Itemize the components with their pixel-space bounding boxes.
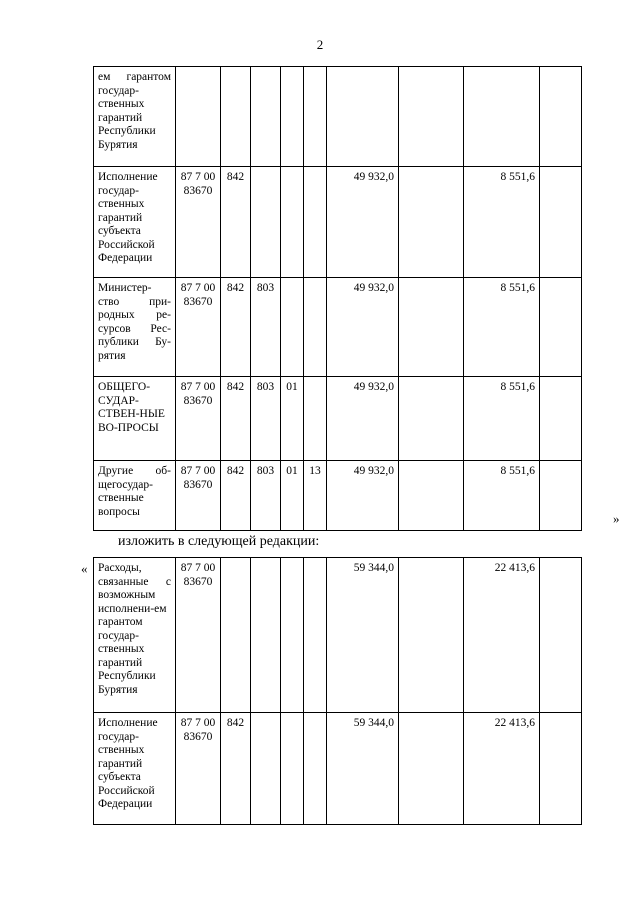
amount-3-cell xyxy=(464,67,540,167)
ministry-code-cell xyxy=(251,167,281,278)
amount-3-cell: 8 551,6 xyxy=(464,461,540,531)
amount-4-cell xyxy=(540,461,582,531)
subsection-code-cell xyxy=(304,67,327,167)
expense-type-cell: 842 xyxy=(221,167,251,278)
section-code-cell: 01 xyxy=(281,377,304,461)
amount-4-cell xyxy=(540,278,582,377)
expense-type-cell: 842 xyxy=(221,278,251,377)
amount-2-cell xyxy=(399,167,464,278)
ministry-code-cell: 803 xyxy=(251,278,281,377)
amount-3-cell: 8 551,6 xyxy=(464,377,540,461)
ministry-code-cell xyxy=(251,67,281,167)
amount-1-cell: 59 344,0 xyxy=(327,713,399,825)
table-row xyxy=(94,377,582,461)
row-name-cell: Расходы, связанные с возможным исполнени-ем гарантом государ-ственных гарантий Республики Бурятия xyxy=(94,558,176,713)
expense-type-cell: 842 xyxy=(221,461,251,531)
section-code-cell xyxy=(281,278,304,377)
ministry-code-cell: 803 xyxy=(251,377,281,461)
subsection-code-cell xyxy=(304,278,327,377)
row-name-cell: Другие об-щегосудар-ственные вопросы xyxy=(94,461,176,531)
target-code-cell: 87 7 00 83670 xyxy=(176,558,221,713)
amount-4-cell xyxy=(540,713,582,825)
closing-quote: » xyxy=(613,511,620,526)
ministry-code-cell xyxy=(251,558,281,713)
expense-type-cell xyxy=(221,558,251,713)
ministry-code-cell xyxy=(251,713,281,825)
subsection-code-cell: 13 xyxy=(304,461,327,531)
table-row xyxy=(94,278,582,377)
row-name-cell: ем гарантом государ-ственных гарантий Республики Бурятия xyxy=(94,67,176,167)
target-code-cell: 87 7 00 83670 xyxy=(176,167,221,278)
section-code-cell: 01 xyxy=(281,461,304,531)
page-number: 2 xyxy=(316,37,324,52)
amount-1-cell: 49 932,0 xyxy=(327,167,399,278)
opening-quote: « xyxy=(81,561,88,576)
section-code-cell xyxy=(281,67,304,167)
expense-type-cell xyxy=(221,67,251,167)
amount-2-cell xyxy=(399,67,464,167)
amount-4-cell xyxy=(540,377,582,461)
amount-2-cell xyxy=(399,278,464,377)
target-code-cell xyxy=(176,67,221,167)
target-code-cell: 87 7 00 83670 xyxy=(176,278,221,377)
target-code-cell: 87 7 00 83670 xyxy=(176,713,221,825)
amount-2-cell xyxy=(399,558,464,713)
target-code-cell: 87 7 00 83670 xyxy=(176,461,221,531)
amount-3-cell: 22 413,6 xyxy=(464,713,540,825)
row-name-cell: ОБЩЕГО-СУДАР-СТВЕН-НЫЕ ВО-ПРОСЫ xyxy=(94,377,176,461)
budget-table-before xyxy=(93,66,582,531)
amount-1-cell xyxy=(327,67,399,167)
section-code-cell xyxy=(281,558,304,713)
ministry-code-cell: 803 xyxy=(251,461,281,531)
subsection-code-cell xyxy=(304,377,327,461)
table-after-body xyxy=(94,558,582,825)
expense-type-cell: 842 xyxy=(221,713,251,825)
subsection-code-cell xyxy=(304,558,327,713)
amount-2-cell xyxy=(399,377,464,461)
instruction-text: изложить в следующей редакции: xyxy=(118,534,320,549)
amount-2-cell xyxy=(399,713,464,825)
table-row xyxy=(94,67,582,167)
section-code-cell xyxy=(281,713,304,825)
target-code-cell: 87 7 00 83670 xyxy=(176,377,221,461)
amount-1-cell: 59 344,0 xyxy=(327,558,399,713)
subsection-code-cell xyxy=(304,167,327,278)
amount-4-cell xyxy=(540,167,582,278)
amount-3-cell: 8 551,6 xyxy=(464,278,540,377)
table-row xyxy=(94,558,582,713)
row-name-cell: Исполнение государ-ственных гарантий субъекта Российской Федерации xyxy=(94,713,176,825)
amount-1-cell: 49 932,0 xyxy=(327,377,399,461)
table-before-body xyxy=(94,67,582,531)
expense-type-cell: 842 xyxy=(221,377,251,461)
amount-2-cell xyxy=(399,461,464,531)
section-code-cell xyxy=(281,167,304,278)
table-row xyxy=(94,713,582,825)
subsection-code-cell xyxy=(304,713,327,825)
budget-table-after xyxy=(93,557,582,825)
amount-3-cell: 22 413,6 xyxy=(464,558,540,713)
table-row xyxy=(94,167,582,278)
amount-1-cell: 49 932,0 xyxy=(327,461,399,531)
row-name-cell: Министер-ство при-родных ре-сурсов Рес-публики Бу-рятия xyxy=(94,278,176,377)
amount-3-cell: 8 551,6 xyxy=(464,167,540,278)
amount-1-cell: 49 932,0 xyxy=(327,278,399,377)
table-row xyxy=(94,461,582,531)
amount-4-cell xyxy=(540,67,582,167)
row-name-cell: Исполнение государ-ственных гарантий субъекта Российской Федерации xyxy=(94,167,176,278)
amount-4-cell xyxy=(540,558,582,713)
